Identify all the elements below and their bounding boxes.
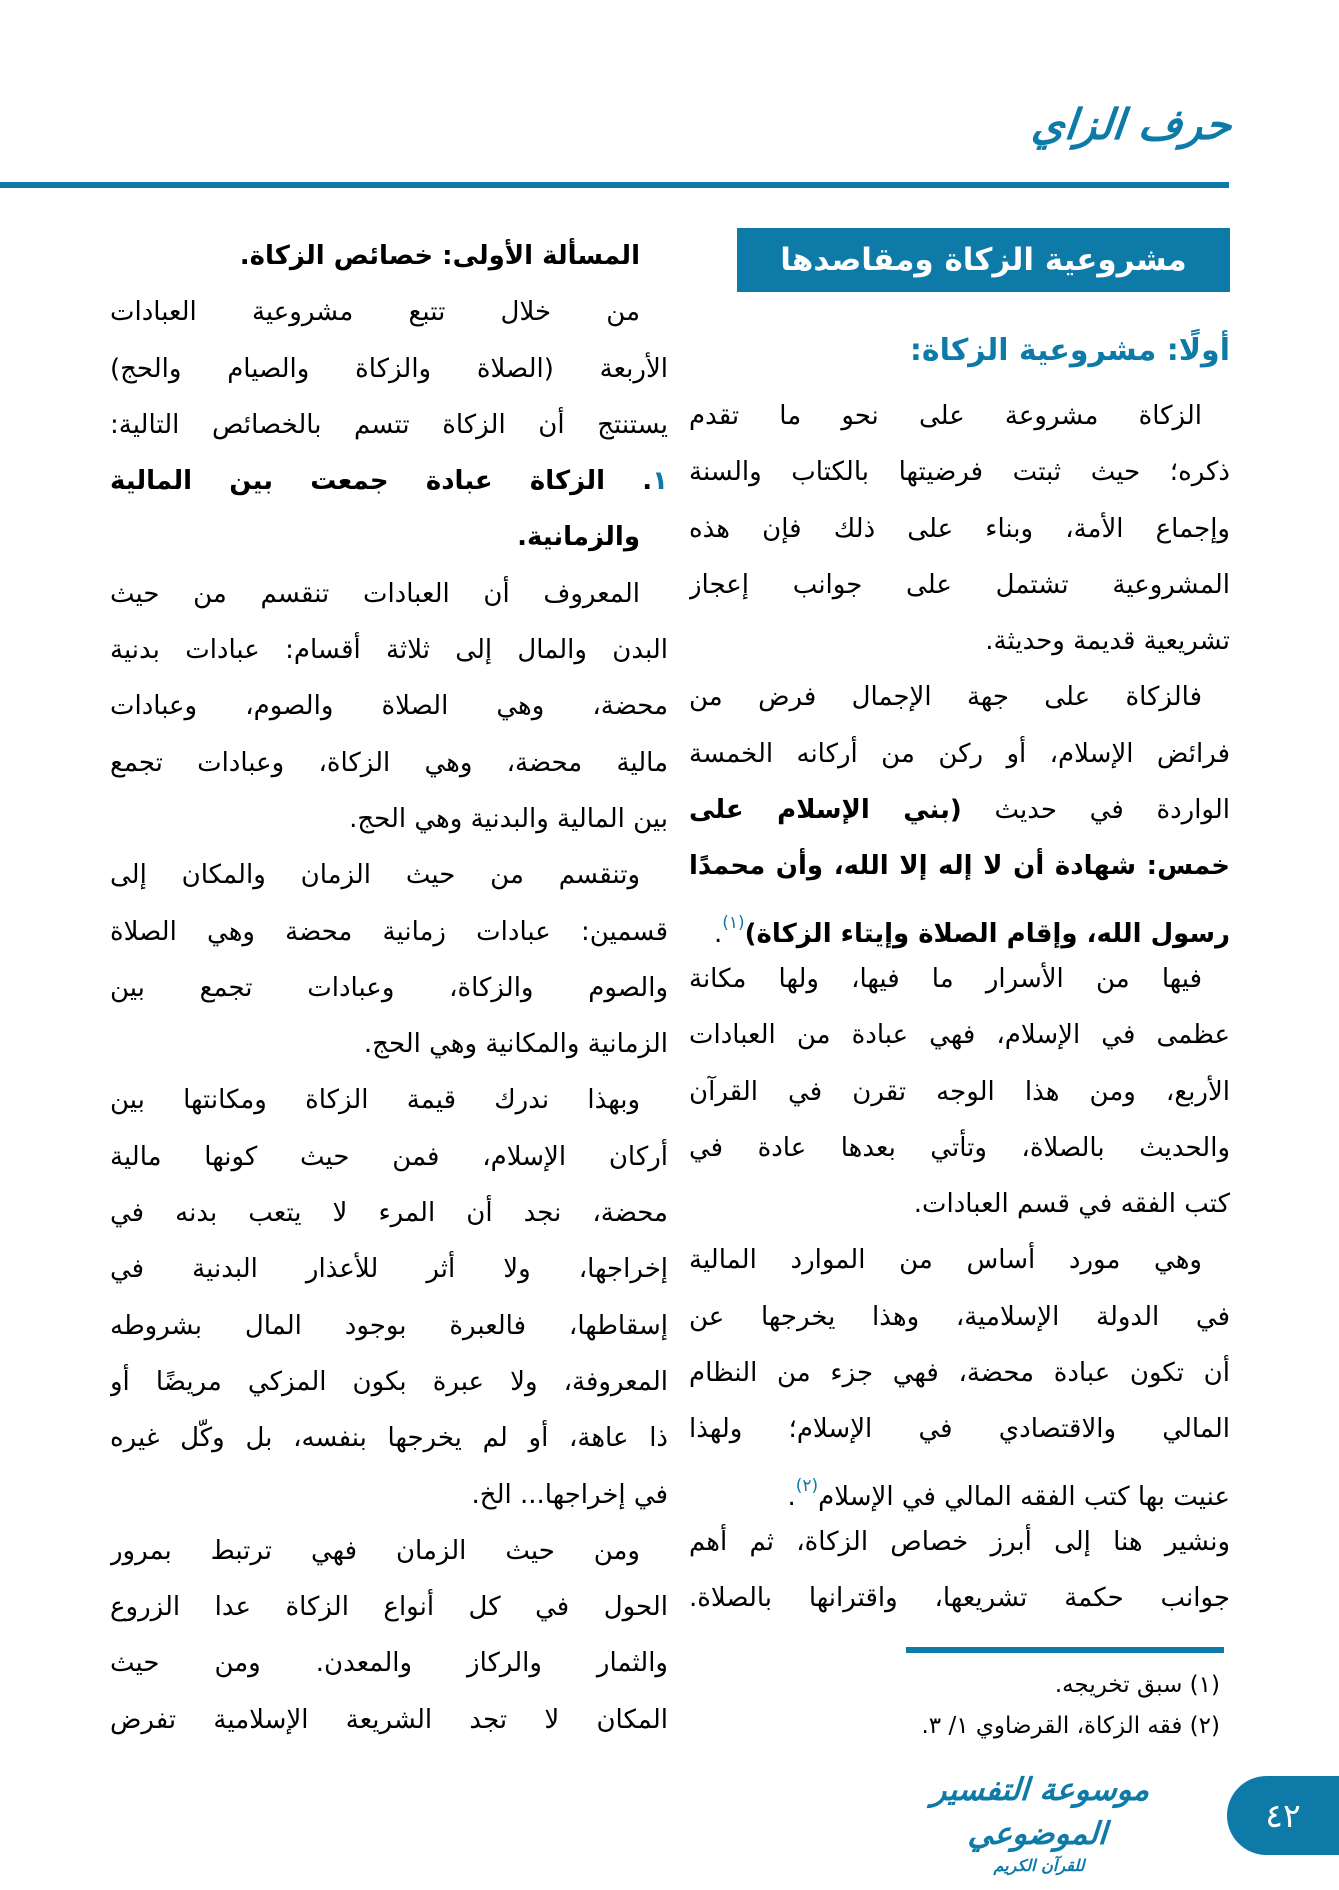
text-line: الحول في كل أنواع الزكاة عدا الزروع bbox=[110, 1592, 668, 1623]
text-line: بين المالية والبدنية وهي الحج. bbox=[349, 803, 668, 834]
footnote-line: (٢) فقه الزكاة، القرضاوي ١/ ٣. bbox=[921, 1712, 1220, 1739]
subsection-heading: أولًا: مشروعية الزكاة: bbox=[909, 333, 1230, 368]
text-line: والحديث بالصلاة، وتأتي بعدها عادة في bbox=[689, 1132, 1230, 1163]
text-line: فيها من الأسرار ما فيها، ولها مكانة bbox=[689, 963, 1202, 994]
page-number: ٤٢ bbox=[1265, 1796, 1301, 1835]
footnote-separator bbox=[906, 1647, 1224, 1653]
text-line: مالية محضة، وهي الزكاة، وعبادات تجمع bbox=[110, 747, 668, 778]
text-line: من خلال تتبع مشروعية العبادات bbox=[110, 297, 640, 328]
logo-subtitle-calligraphy: للقرآن الكريم bbox=[993, 1856, 1085, 1875]
column-left bbox=[110, 228, 668, 1748]
text-line: في إخراجها... الخ. bbox=[471, 1479, 668, 1510]
text-line: إسقاطها، فالعبرة بوجود المال بشروطه bbox=[110, 1310, 668, 1341]
text-line: المالي والاقتصادي في الإسلام؛ ولهذا bbox=[689, 1414, 1230, 1445]
section-title-box: مشروعية الزكاة ومقاصدها bbox=[737, 228, 1230, 292]
left-column-text bbox=[110, 228, 668, 1748]
text-line: المكان لا تجد الشريعة الإسلامية تفرض bbox=[110, 1704, 668, 1735]
text-line: ذا عاهة، أو لم يخرجها بنفسه، بل وكّل غيره bbox=[110, 1423, 668, 1454]
text-line: الأربعة (الصلاة والزكاة والصيام والحج) bbox=[110, 353, 668, 384]
text-line: ومن حيث الزمان فهي ترتبط بمرور bbox=[110, 1535, 640, 1566]
column-right bbox=[689, 228, 1230, 1747]
text-line: جوانب حكمة تشريعها، واقترانها بالصلاة. bbox=[689, 1583, 1230, 1614]
text-line: محضة، نجد أن المرء لا يتعب بدنه في bbox=[110, 1198, 668, 1229]
chapter-title-calligraphy: حرف الزاي bbox=[1028, 100, 1234, 149]
text-line: قسمين: عبادات زمانية محضة وهي الصلاة bbox=[110, 916, 668, 947]
text-line: الزمانية والمكانية وهي الحج. bbox=[363, 1029, 668, 1060]
text-line: المعروفة، ولا عبرة بكون المزكي مريضًا أو bbox=[110, 1366, 668, 1397]
text-line: خمس: شهادة أن لا إله إلا الله، وأن محمدًا bbox=[689, 851, 1230, 882]
logo-title-calligraphy: موسوعة التفسير الموضوعي bbox=[930, 1772, 1151, 1852]
text-line: المشروعية تشتمل على جوانب إعجاز bbox=[689, 569, 1230, 600]
page-number-badge bbox=[1227, 1776, 1339, 1855]
text-line: المسألة الأولى: خصائص الزكاة. bbox=[239, 241, 640, 271]
text-line: عنيت بها كتب الفقه المالي في الإسلام$^{(٢)}$. bbox=[787, 1475, 1230, 1512]
text-line: وإجماع الأمة، وبناء على ذلك فإن هذه bbox=[689, 513, 1230, 544]
text-line: وهي مورد أساس من الموارد المالية bbox=[689, 1245, 1202, 1276]
text-line: رسول الله، وإقام الصلاة وإيتاء الزكاة)$^{(١)}$. bbox=[713, 912, 1230, 949]
text-line: في الدولة الإسلامية، وهذا يخرجها عن bbox=[689, 1301, 1230, 1332]
text-line: فالزكاة على جهة الإجمال فرض من bbox=[689, 682, 1202, 713]
text-line: ونشير هنا إلى أبرز خصاص الزكاة، ثم أهم bbox=[689, 1526, 1230, 1557]
text-line: الأربع، ومن هذا الوجه تقرن في القرآن bbox=[689, 1076, 1230, 1107]
text-line: وبهذا ندرك قيمة الزكاة ومكانتها بين bbox=[110, 1085, 640, 1116]
text-line: تشريعية قديمة وحديثة. bbox=[985, 626, 1230, 657]
text-line: البدن والمال إلى ثلاثة أقسام: عبادات بدنية bbox=[110, 635, 668, 666]
text-line: أركان الإسلام، فمن حيث كونها مالية bbox=[110, 1141, 668, 1172]
text-line: أن تكون عبادة محضة، فهي جزء من النظام bbox=[689, 1358, 1230, 1389]
text-line: والثمار والركاز والمعدن. ومن حيث bbox=[110, 1648, 668, 1679]
text-line: كتب الفقه في قسم العبادات. bbox=[913, 1189, 1230, 1220]
right-column-text bbox=[689, 388, 1230, 1627]
text-line: المعروف أن العبادات تنقسم من حيث bbox=[110, 578, 640, 609]
text-line: إخراجها، ولا أثر للأعذار البدنية في bbox=[110, 1254, 668, 1285]
text-line: وتنقسم من حيث الزمان والمكان إلى bbox=[110, 860, 640, 891]
text-line: والزمانية. bbox=[517, 522, 640, 553]
text-line: فرائض الإسلام، أو ركن من أركانه الخمسة bbox=[689, 738, 1230, 769]
text-line: الواردة في حديث (بني الإسلام على bbox=[689, 795, 1230, 826]
footnotes bbox=[689, 1665, 1230, 1747]
text-line: الزكاة مشروعة على نحو ما تقدم bbox=[689, 401, 1202, 431]
text-line: عظمى في الإسلام، فهي عبادة من العبادات bbox=[689, 1020, 1230, 1051]
text-line: ذكره؛ حيث ثبتت فرضيتها بالكتاب والسنة bbox=[689, 457, 1230, 488]
footnote-line: (١) سبق تخريجه. bbox=[1054, 1671, 1220, 1698]
publisher-logo bbox=[884, 1768, 1194, 1876]
text-line: والصوم والزكاة، وعبادات تجمع بين bbox=[110, 972, 668, 1003]
text-line: يستنتج أن الزكاة تتسم بالخصائص التالية: bbox=[110, 409, 668, 440]
header-rule bbox=[0, 182, 1229, 188]
text-line: محضة، وهي الصلاة والصوم، وعبادات bbox=[110, 691, 668, 722]
text-line: ١. الزكاة عبادة جمعت بين المالية bbox=[110, 466, 668, 497]
